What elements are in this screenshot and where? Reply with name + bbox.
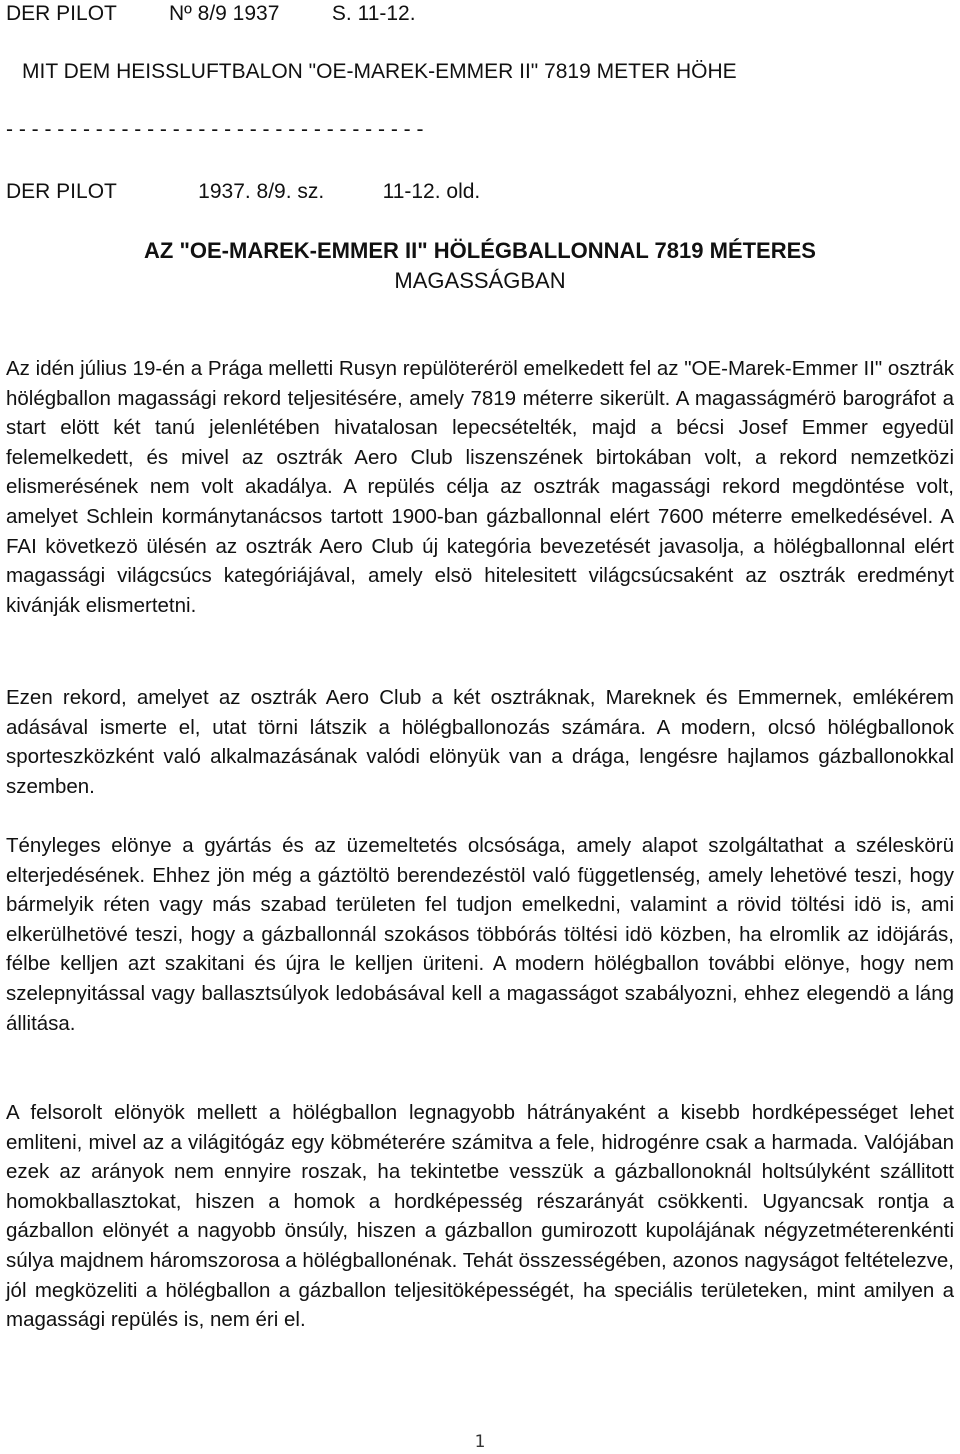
paragraph-4: A felsorolt elönyök mellett a hölégballon legnagyobb hátrányaként a kisebb hordképességet lehet emliteni, mivel az a világitógáz egy köbméterére számitva a fele, hidrogénre csak a harmada. Valójában ezek az arányok nem ennyire roszak, ha tekintetbe vesszük a gázballonoknál holtsúlyként szállitott homokballasztokat, hiszen a homok a hordképesség részarányát csökkenti. Ugyancsak rontja a gázballon elönyét a nagyobb önsúly, hiszen a gázballon gumirozott kupolájának négyzetméterenkénti súlya majdnem háromszorosa a hölégballonénak. Tehát összességében, azonos nagyságot feltételezve, jól megközeliti a hölégballon a gázballon teljesitöképességét, ha speciális területeken, mint amilyen a magassági repülés is, nem éri el. xyxy=(6,1101,954,1332)
source-header-german: DER PILOT Nº 8/9 1937 S. 11-12. xyxy=(6,2,416,25)
source-header-hungarian: DER PILOT 1937. 8/9. sz. 11-12. old. xyxy=(6,180,481,203)
article-title-line-1: AZ "OE-MAREK-EMMER II" HÖLÉGBALLONNAL 7819 MÉTERES xyxy=(144,238,816,263)
german-article-title: MIT DEM HEISSLUFTBALON "OE-MAREK-EMMER II" 7819 METER HÖHE xyxy=(22,60,737,83)
paragraph-1: Az idén július 19-én a Prága melletti Rusyn repülöteréröl emelkedett fel az "OE-Marek-Emmer II" osztrák hölégballon magassági rekord teljesitésére, amely 7819 méterre sikerült. A magasságmérö barográfot a start elött két tanú jelenlétében hivatalosan lepecsételték, majd a bécsi Josef Emmer egyedül felemelkedett, és mivel az osztrák Aero Club liszenszének birtokában volt, a rekord nemzetközi elismerésének nem volt akadálya. A repülés célja az osztrák magassági rekord megdöntése volt, amelyet Schlein kormánytanácsos tartott 1900-ban gázballonnal elért 7600 méterre emelkedésével. A FAI következö ülésén az osztrák Aero Club új kategória bevezetését javasolja, a hölégballonnal elért magassági világcsúcs kategóriájával, amely elsö hitelesitett világcsúcsaként az osztrák eredményt kivánják elismertetni. xyxy=(6,357,954,617)
paragraph-2: Ezen rekord, amelyet az osztrák Aero Club a két osztráknak, Mareknek és Emmernek, emlékérem adásával ismerte el, utat törni látszik a hölégballonozás számára. A modern, olcsó hölégballonok sporteszközként való alkalmazásának valódi elönyük van a drága, lengésre hajlamos gázballonokkal szemben. xyxy=(6,686,954,798)
article-title-line-2: MAGASSÁGBAN xyxy=(394,268,566,293)
paragraph-3: Tényleges elönye a gyártás és az üzemeltetés olcsósága, amely alapot szolgáltathat a széleskörü elterjedésének. Ehhez jön még a gáztöltö berendezéstöl való függetlenség, amely lehetövé teszi, hogy bármelyik réten vagy más szabad területen fel tudjon emelkedni, valamint a rövid töltési idö is, ami elkerülhetövé teszi, hogy a gázballonnál szokásos többórás töltési idö közben, ha elromlik az idöjárás, félbe kelljen azt szakitani és újra le kelljen üriteni. A modern hölégballon további elönye, hogy nem szelepnyitással vagy ballasztsúlyok ledobásával kell a magasságot szabályozni, ehhez elegendö a láng állitása. xyxy=(6,834,954,1035)
dashed-separator: - - - - - - - - - - - - - - - - - - - - - - - - - - - - - - - - - xyxy=(6,118,424,141)
page-number: 1 xyxy=(474,1432,486,1452)
